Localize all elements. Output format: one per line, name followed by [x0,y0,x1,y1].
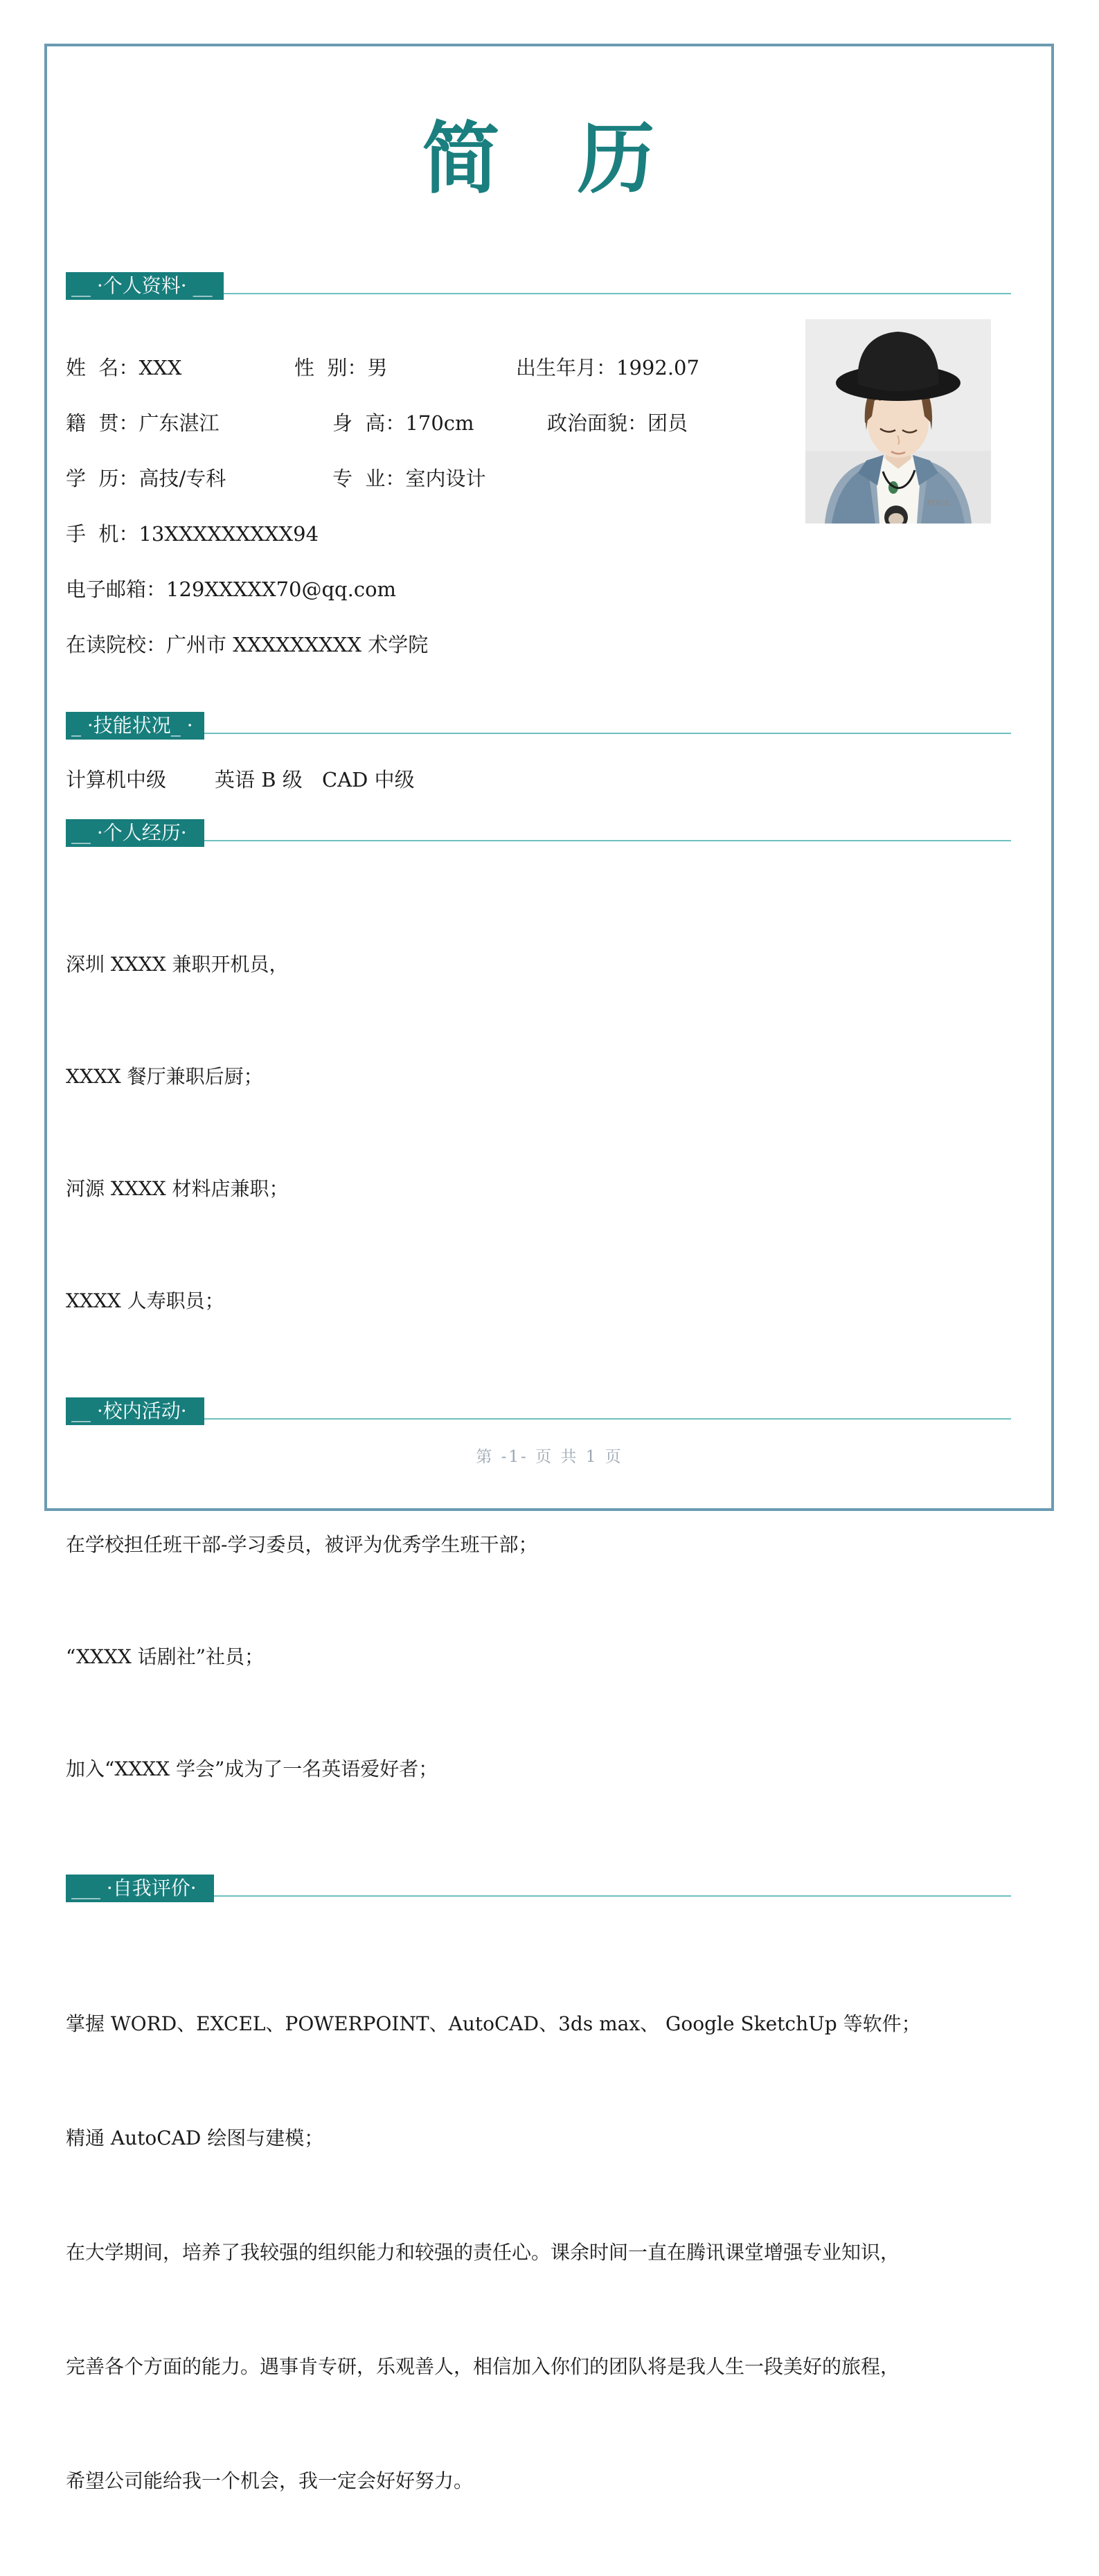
section-rule [204,840,1011,841]
skills-list [66,767,1011,792]
personal-row [66,577,1011,602]
activities-text [66,1451,1011,1863]
field-value: 13XXXXXXXXX94 [139,522,319,546]
section-badge-personal-info: __ ·个人资料· __ [66,272,224,300]
evaluation-line: 掌握 WORD、EXCEL、POWERPOINT、AutoCAD、3ds max、 Google SketchUp 等软件； [66,2012,921,2035]
page-title: 简 历 [422,114,655,204]
section-header-self-evaluation [66,1875,1011,1902]
section-header-activities [66,1397,1011,1425]
field-label: 姓 名： [66,356,139,379]
personal-row [66,632,1011,657]
field-label: 出生年月： [516,356,617,379]
section-badge-skills: _ ·技能状况_ · [66,712,204,740]
page-number: 第 -1- 页 共 1 页 [476,1448,623,1466]
profile-photo [805,319,991,524]
shirt-text: PEACE [927,499,950,507]
skill-item: 计算机中级 [66,768,167,791]
field-label: 性 别： [294,356,368,379]
field-label: 政治面貌： [547,411,648,435]
activities-line: “XXXX 话剧社”社员； [66,1645,265,1668]
field-value: 1992.07 [616,356,699,379]
experience-line: 深圳 XXXX 兼职开机员， [66,953,289,976]
section-rule [204,1418,1011,1420]
section-badge-self-evaluation: ___ ·自我评价· [66,1875,214,1902]
personal-row [66,521,1011,546]
self-evaluation-text [66,1929,1011,2576]
experience-line: XXXX 餐厅兼职后厨； [66,1065,263,1088]
profile-photo-illustration [805,319,991,524]
field-birth-date [516,355,699,380]
field-native-place [66,411,332,436]
section-header-experience [66,819,1011,847]
field-value: 团员 [647,411,688,435]
field-label: 学 历： [66,467,139,490]
field-height [332,411,547,436]
field-label: 专 业： [332,467,406,490]
section-rule [204,733,1011,734]
section-rule [214,1895,1011,1897]
evaluation-line: 完善各个方面的能力。遇事肯专研，乐观善人，相信加入你们的团队将是我人生一段美好的旅程， [66,2355,900,2378]
evaluation-line: 在大学期间，培养了我较强的组织能力和较强的责任心。课余时间一直在腾讯课堂增强专业知识， [66,2241,900,2264]
skill-item: 英语 B 级 [215,768,303,791]
field-value: XXX [139,356,182,379]
field-value: 广东湛江 [139,411,220,435]
section-badge-activities: __ ·校内活动· [66,1397,204,1425]
field-label: 手 机： [66,522,139,546]
field-name [66,355,294,380]
experience-text [66,871,1011,1395]
field-major [332,466,485,491]
field-value: 170cm [405,411,474,435]
field-mobile-phone [66,521,319,546]
field-gender [294,355,516,380]
field-label: 在读院校： [66,633,167,656]
skill-item: CAD 中级 [322,768,415,791]
section-badge-experience: __ ·个人经历· [66,819,204,847]
experience-line: XXXX 人寿职员； [66,1289,224,1312]
section-header-personal-info [66,272,1011,300]
experience-line: 河源 XXXX 材料店兼职； [66,1177,289,1200]
field-value: 男 [367,356,388,379]
activities-line: 加入“XXXX 学会”成为了一名英语爱好者； [66,1757,438,1780]
field-label: 身 高： [332,411,406,435]
field-political-status [547,411,688,436]
evaluation-line: 精通 AutoCAD 绘图与建模； [66,2127,324,2149]
section-header-skills [66,712,1011,740]
field-education [66,466,332,491]
field-value: 129XXXXX70@qq.com [166,578,397,601]
field-value: 室内设计 [405,467,486,490]
field-email [66,577,396,602]
field-value: 高技/专科 [139,467,226,490]
field-current-school [66,632,428,657]
field-label: 电子邮箱： [66,578,167,601]
field-label: 籍 贯： [66,411,139,435]
section-rule [224,293,1011,294]
field-value: 广州市 XXXXXXXXX 术学院 [166,633,429,656]
evaluation-line: 希望公司能给我一个机会，我一定会好好努力。 [66,2469,474,2492]
activities-line: 在学校担任班干部-学习委员，被评为优秀学生班干部； [66,1533,538,1556]
